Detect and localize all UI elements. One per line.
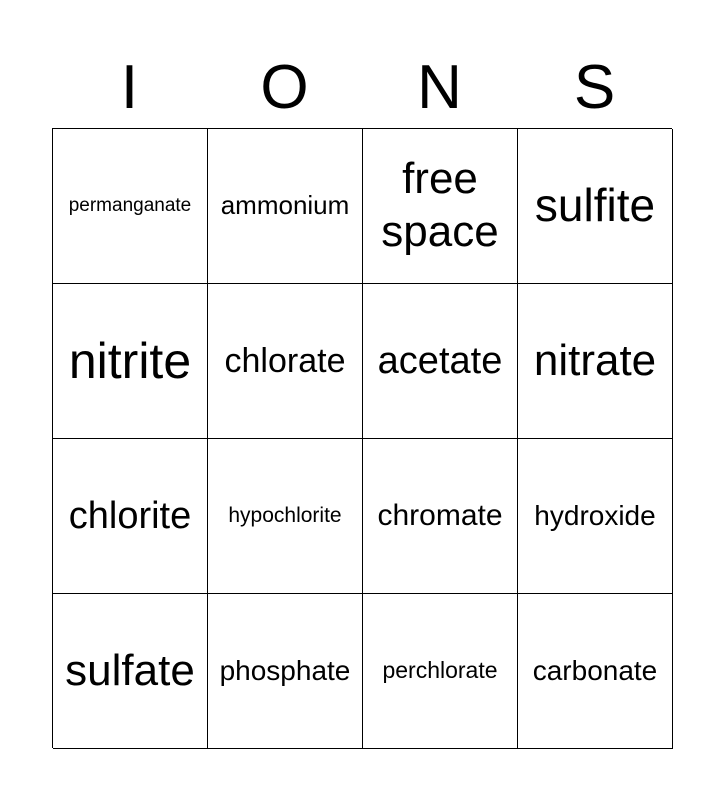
cell-label: carbonate bbox=[532, 655, 658, 687]
cell-label: ammonium bbox=[220, 190, 350, 221]
cell-label: nitrate bbox=[533, 336, 657, 386]
cell-label: chlorite bbox=[68, 494, 192, 537]
bingo-cell[interactable] bbox=[363, 439, 518, 594]
bingo-cell[interactable] bbox=[208, 439, 363, 594]
bingo-cell[interactable] bbox=[363, 594, 518, 749]
cell-label: hypochlorite bbox=[228, 504, 342, 528]
cell-label: permanganate bbox=[68, 195, 192, 217]
cell-label: hydroxide bbox=[534, 500, 656, 532]
bingo-cell[interactable] bbox=[53, 284, 208, 439]
cell-label: chlorate bbox=[224, 341, 346, 380]
bingo-cell-free-space[interactable] bbox=[363, 129, 518, 284]
bingo-cell[interactable] bbox=[518, 129, 673, 284]
header-letter-n: N bbox=[417, 53, 462, 122]
bingo-header bbox=[52, 48, 672, 128]
header-letter-i: I bbox=[120, 53, 139, 122]
cell-label: free space bbox=[381, 154, 499, 256]
header-letter-s: S bbox=[573, 53, 616, 122]
bingo-cell[interactable] bbox=[518, 284, 673, 439]
cell-label: sulfate bbox=[65, 646, 195, 696]
bingo-cell[interactable] bbox=[518, 594, 673, 749]
bingo-cell[interactable] bbox=[208, 594, 363, 749]
cell-label: perchlorate bbox=[382, 657, 498, 684]
header-letter-o: O bbox=[260, 53, 309, 122]
bingo-cell[interactable] bbox=[363, 284, 518, 439]
bingo-cell[interactable] bbox=[53, 594, 208, 749]
bingo-cell[interactable] bbox=[53, 439, 208, 594]
bingo-cell[interactable] bbox=[518, 439, 673, 594]
bingo-cell[interactable] bbox=[208, 129, 363, 284]
cell-label: acetate bbox=[377, 339, 503, 382]
cell-label: phosphate bbox=[219, 655, 351, 687]
cell-label: chromate bbox=[377, 499, 503, 533]
bingo-cell[interactable] bbox=[208, 284, 363, 439]
cell-label: nitrite bbox=[68, 333, 192, 389]
bingo-cell[interactable] bbox=[53, 129, 208, 284]
bingo-board bbox=[52, 128, 672, 748]
cell-label: sulfite bbox=[534, 179, 656, 232]
